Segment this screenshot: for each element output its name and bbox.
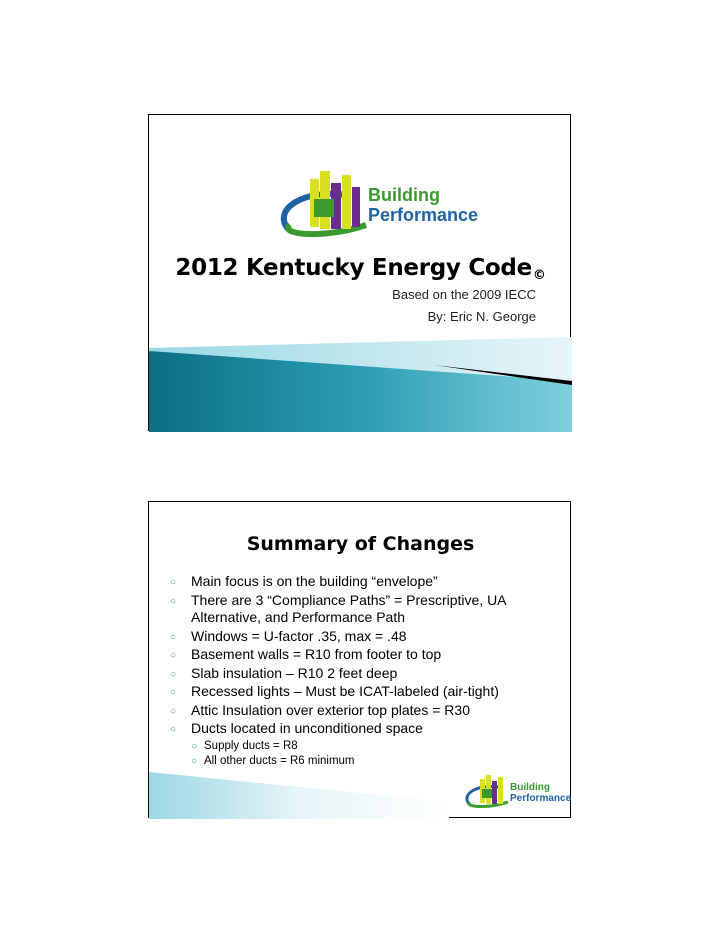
title-slide [148,114,571,431]
buildings-icon [276,165,479,245]
slide-title: Summary of Changes [246,533,475,555]
bullet-icon: ○ [191,755,198,767]
bullet-icon: ○ [170,577,177,588]
list-item: ○ Recessed lights – Must be ICAT-labeled (air-tight) [170,683,560,701]
subtitle-based-on: Based on the 2009 IECC [392,287,536,302]
subtitle-author: By: Eric N. George [427,309,536,324]
building-performance-logo [463,772,572,812]
svg-text:Performance: Performance [510,793,572,804]
bullet-icon: ○ [191,740,198,752]
bullet-icon: ○ [170,650,177,661]
buildings-icon [463,772,572,812]
list-item: ○ Windows = U-factor .35, max = .48 [170,628,560,646]
summary-slide [148,501,571,818]
bullet-list [170,573,560,770]
svg-text:Performance: Performance [368,205,479,225]
svg-text:Building: Building [368,185,440,205]
bullet-icon: ○ [170,724,177,735]
bullet-icon: ○ [170,631,177,643]
svg-text:Building: Building [510,782,550,793]
list-item: ○ Main focus is on the building “envelope” [170,573,560,591]
sub-list-item: ○ All other ducts = R6 minimum [191,754,355,767]
bullet-icon: ○ [170,595,177,607]
list-item: ○ Ducts located in unconditioned space ○ Supply ducts = R8 ○ All other ducts = R6 minimum [170,720,560,769]
list-item: ○ Attic Insulation over exterior top plates = R30 [170,702,560,720]
bullet-icon: ○ [170,705,177,717]
copyright-mark: © [532,268,546,283]
sub-list-item: ○ Supply ducts = R8 [191,739,298,752]
bullet-icon: ○ [170,687,177,698]
building-performance-logo [276,165,479,245]
list-item: ○ Slab insulation – R10 2 feet deep [170,665,560,683]
sub-bullet-list [191,739,560,769]
slide-title: 2012 Kentucky Energy Code© [175,255,546,283]
list-item: ○ There are 3 “Compliance Paths” = Prescriptive, UA Alternative, and Performance Path [170,591,506,625]
list-item: ○ Basement walls = R10 from footer to top [170,646,560,664]
bullet-icon: ○ [170,668,177,680]
